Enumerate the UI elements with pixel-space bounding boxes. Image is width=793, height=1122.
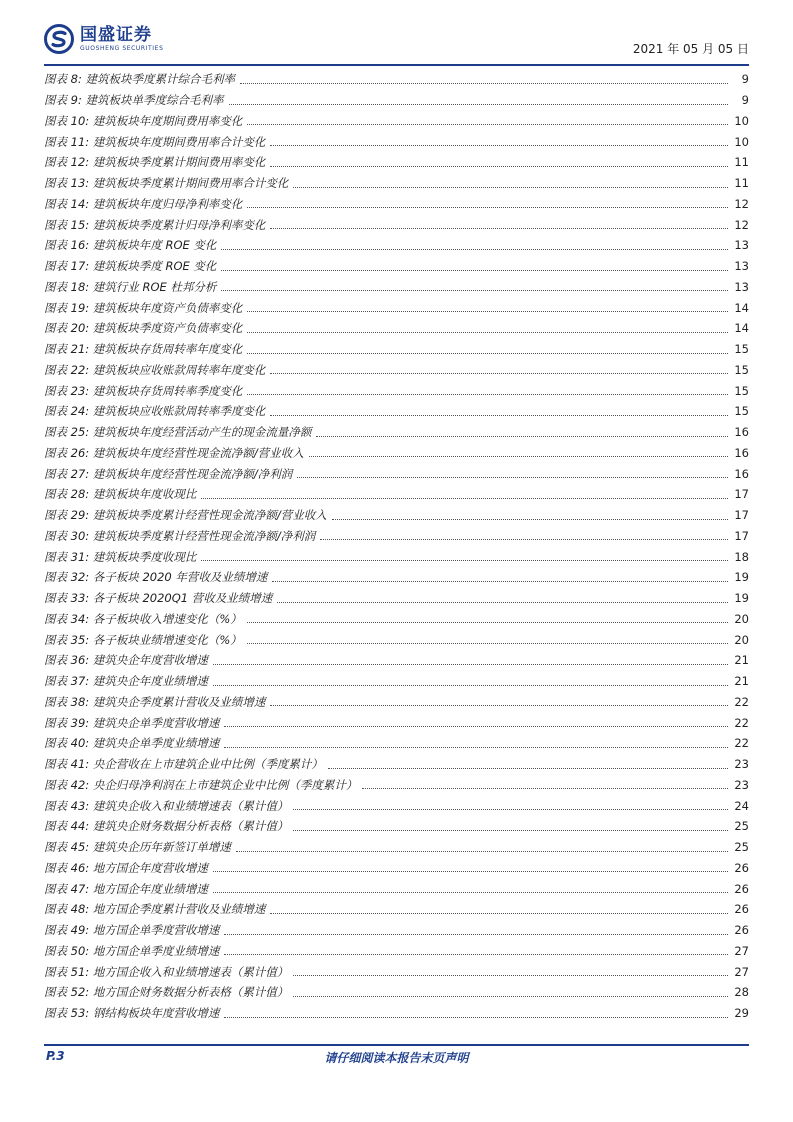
toc-entry-label: 图表 26: 建筑板块年度经营性现金流净额/营业收入: [44, 445, 304, 460]
toc-entry[interactable]: [44, 795, 749, 816]
toc-entry-page: 27: [734, 964, 749, 979]
guosheng-logo-icon: [44, 24, 74, 54]
toc-entry-label: 图表 41: 央企营收在上市建筑企业中比例（季度累计）: [44, 757, 323, 772]
toc-dot-leader: [213, 892, 728, 893]
toc-entry-label: 图表 28: 建筑板块年度收现比: [44, 487, 197, 502]
header-divider: [44, 64, 749, 66]
toc-entry-page: 13: [734, 238, 749, 253]
toc-entry-label: 图表 47: 地方国企年度业绩增速: [44, 881, 208, 896]
toc-entry-label: 图表 52: 地方国企财务数据分析表格（累计值）: [44, 985, 289, 1000]
toc-entry-label: 图表 40: 建筑央企单季度业绩增速: [44, 736, 220, 751]
toc-entry-page: 9: [741, 93, 749, 108]
toc-dot-leader: [247, 353, 728, 354]
toc-entry-label: 图表 18: 建筑行业 ROE 杜邦分析: [44, 279, 217, 294]
toc-dot-leader: [272, 581, 728, 582]
toc-entry-label: 图表 29: 建筑板块季度累计经营性现金流净额/营业收入: [44, 508, 327, 523]
toc-entry-label: 图表 13: 建筑板块季度累计期间费用率合计变化: [44, 176, 289, 191]
toc-dot-leader: [270, 705, 728, 706]
toc-entry-label: 图表 20: 建筑板块季度资产负债率变化: [44, 321, 243, 336]
toc-entry-label: 图表 43: 建筑央企收入和业绩增速表（累计值）: [44, 798, 289, 813]
toc-entry[interactable]: [44, 899, 749, 920]
toc-dot-leader: [293, 830, 728, 831]
toc-dot-leader: [224, 747, 728, 748]
footer-disclaimer: 请仔细阅读本报告末页声明: [324, 1051, 469, 1065]
toc-entry[interactable]: [44, 505, 749, 526]
toc-entry-label: 图表 49: 地方国企单季度营收增速: [44, 923, 220, 938]
toc-entry[interactable]: [44, 277, 749, 298]
toc-entry-label: 图表 32: 各子板块 2020 年营收及业绩增速: [44, 570, 268, 585]
toc-entry-page: 19: [734, 570, 749, 585]
toc-entry-page: 14: [734, 300, 749, 315]
page-header: [44, 20, 749, 66]
toc-entry-page: 12: [734, 196, 749, 211]
toc-entry[interactable]: [44, 775, 749, 796]
toc-entry-page: 16: [734, 425, 749, 440]
toc-entry-label: 图表 8: 建筑板块季度累计综合毛利率: [44, 72, 236, 87]
toc-entry[interactable]: [44, 961, 749, 982]
toc-entry-label: 图表 30: 建筑板块季度累计经营性现金流净额/净利润: [44, 528, 316, 543]
toc-entry-page: 10: [734, 113, 749, 128]
toc-entry-page: 16: [734, 466, 749, 481]
toc-entry-label: 图表 9: 建筑板块单季度综合毛利率: [44, 93, 224, 108]
toc-entry-label: 图表 11: 建筑板块年度期间费用率合计变化: [44, 134, 266, 149]
toc-entry-label: 图表 21: 建筑板块存货周转率年度变化: [44, 342, 243, 357]
toc-entry-page: 17: [734, 528, 749, 543]
toc-entry[interactable]: [44, 360, 749, 381]
toc-entry[interactable]: [44, 1003, 749, 1024]
toc-entry-label: 图表 45: 建筑央企历年新签订单增速: [44, 840, 231, 855]
toc-entry-label: 图表 39: 建筑央企单季度营收增速: [44, 715, 220, 730]
toc-entry-page: 25: [734, 840, 749, 855]
toc-entry-page: 15: [734, 362, 749, 377]
toc-entry[interactable]: [44, 214, 749, 235]
toc-dot-leader: [221, 270, 728, 271]
toc-entry-label: 图表 36: 建筑央企年度营收增速: [44, 653, 208, 668]
toc-entry[interactable]: [44, 609, 749, 630]
toc-dot-leader: [213, 871, 728, 872]
toc-entry[interactable]: [44, 256, 749, 277]
toc-dot-leader: [247, 207, 728, 208]
toc-entry[interactable]: [44, 443, 749, 464]
toc-entry[interactable]: [44, 69, 749, 90]
toc-dot-leader: [293, 975, 728, 976]
toc-entry-page: 20: [734, 632, 749, 647]
toc-entry-page: 21: [734, 653, 749, 668]
toc-entry-page: 17: [734, 508, 749, 523]
toc-entry-label: 图表 46: 地方国企年度营收增速: [44, 860, 208, 875]
toc-dot-leader: [247, 394, 728, 395]
toc-dot-leader: [247, 332, 728, 333]
toc-entry-page: 11: [734, 176, 749, 191]
toc-entry-label: 图表 44: 建筑央企财务数据分析表格（累计值）: [44, 819, 289, 834]
toc-entry-page: 18: [734, 549, 749, 564]
toc-entry-page: 11: [734, 155, 749, 170]
toc-dot-leader: [277, 602, 728, 603]
toc-dot-leader: [213, 664, 728, 665]
toc-dot-leader: [270, 166, 728, 167]
toc-dot-leader: [221, 249, 728, 250]
toc-entry-label: 图表 37: 建筑央企年度业绩增速: [44, 674, 208, 689]
toc-entry-page: 14: [734, 321, 749, 336]
toc-dot-leader: [224, 726, 728, 727]
toc-dot-leader: [201, 498, 728, 499]
toc-entry-page: 16: [734, 445, 749, 460]
toc-entry[interactable]: [44, 131, 749, 152]
brand-logo: [44, 24, 163, 54]
toc-entry[interactable]: [44, 858, 749, 879]
toc-dot-leader: [247, 622, 728, 623]
toc-entry-page: 17: [734, 487, 749, 502]
toc-entry-label: 图表 10: 建筑板块年度期间费用率变化: [44, 113, 243, 128]
toc-dot-leader: [270, 373, 728, 374]
toc-entry-page: 10: [734, 134, 749, 149]
toc-entry-label: 图表 34: 各子板块收入增速变化（%）: [44, 611, 242, 626]
toc-entry[interactable]: [44, 712, 749, 733]
toc-entry-label: 图表 35: 各子板块业绩增速变化（%）: [44, 632, 242, 647]
toc-dot-leader: [247, 643, 728, 644]
toc-dot-leader: [201, 560, 728, 561]
toc-entry[interactable]: [44, 484, 749, 505]
toc-entry[interactable]: [44, 546, 749, 567]
toc-entry-label: 图表 42: 央企归母净利润在上市建筑企业中比例（季度累计）: [44, 777, 358, 792]
toc-entry-label: 图表 19: 建筑板块年度资产负债率变化: [44, 300, 243, 315]
toc-entry-page: 12: [734, 217, 749, 232]
toc-entry[interactable]: [44, 567, 749, 588]
toc-dot-leader: [316, 436, 728, 437]
toc-dot-leader: [293, 187, 728, 188]
toc-entry-page: 26: [734, 902, 749, 917]
toc-entry-page: 27: [734, 943, 749, 958]
toc-dot-leader: [320, 539, 728, 540]
toc-entry-label: 图表 53: 钢结构板块年度营收增速: [44, 1006, 220, 1021]
toc-dot-leader: [270, 145, 728, 146]
toc-dot-leader: [270, 228, 728, 229]
toc-entry[interactable]: [44, 920, 749, 941]
toc-dot-leader: [362, 788, 728, 789]
toc-entry-page: 15: [734, 383, 749, 398]
toc-dot-leader: [224, 954, 728, 955]
toc-entry-page: 26: [734, 881, 749, 896]
toc-dot-leader: [229, 104, 728, 105]
toc-entry-label: 图表 48: 地方国企季度累计营收及业绩增速: [44, 902, 266, 917]
toc-dot-leader: [247, 311, 728, 312]
toc-entry-label: 图表 17: 建筑板块季度 ROE 变化: [44, 259, 217, 274]
toc-dot-leader: [293, 809, 728, 810]
toc-entry[interactable]: [44, 878, 749, 899]
toc-entry-page: 19: [734, 591, 749, 606]
toc-entry-label: 图表 27: 建筑板块年度经营性现金流净额/净利润: [44, 466, 293, 481]
toc-entry-page: 26: [734, 923, 749, 938]
toc-entry-page: 22: [734, 736, 749, 751]
toc-entry[interactable]: [44, 297, 749, 318]
toc-dot-leader: [240, 83, 728, 84]
toc-entry[interactable]: [44, 318, 749, 339]
toc-dot-leader: [309, 456, 728, 457]
toc-entry[interactable]: [44, 588, 749, 609]
toc-entry[interactable]: [44, 754, 749, 775]
toc-entry[interactable]: [44, 111, 749, 132]
toc-entry-label: 图表 51: 地方国企收入和业绩增速表（累计值）: [44, 964, 289, 979]
toc-entry-label: 图表 25: 建筑板块年度经营活动产生的现金流量净额: [44, 425, 312, 440]
toc-entry-page: 21: [734, 674, 749, 689]
toc-entry[interactable]: [44, 692, 749, 713]
toc-entry[interactable]: [44, 152, 749, 173]
toc-entry[interactable]: [44, 401, 749, 422]
toc-entry[interactable]: [44, 733, 749, 754]
toc-dot-leader: [247, 124, 728, 125]
toc-dot-leader: [236, 851, 728, 852]
toc-entry-label: 图表 33: 各子板块 2020Q1 营收及业绩增速: [44, 591, 273, 606]
toc-dot-leader: [224, 1017, 728, 1018]
toc-entry-page: 23: [734, 757, 749, 772]
toc-entry[interactable]: [44, 837, 749, 858]
toc-entry-label: 图表 50: 地方国企单季度业绩增速: [44, 943, 220, 958]
toc-entry[interactable]: [44, 982, 749, 1003]
toc-entry[interactable]: [44, 526, 749, 547]
toc-entry-page: 20: [734, 611, 749, 626]
toc-entry-label: 图表 38: 建筑央企季度累计营收及业绩增速: [44, 694, 266, 709]
toc-dot-leader: [297, 477, 728, 478]
toc-entry-label: 图表 16: 建筑板块年度 ROE 变化: [44, 238, 217, 253]
toc-entry-page: 26: [734, 860, 749, 875]
toc-entry-page: 24: [734, 798, 749, 813]
toc-entry-page: 22: [734, 715, 749, 730]
toc-dot-leader: [221, 290, 728, 291]
page-number: P.3: [46, 1049, 65, 1063]
toc-entry[interactable]: [44, 671, 749, 692]
toc-entry-label: 图表 15: 建筑板块季度累计归母净利率变化: [44, 217, 266, 232]
toc-entry-page: 9: [741, 72, 749, 87]
toc-entry[interactable]: [44, 339, 749, 360]
report-date: 2021 年 05 月 05 日: [632, 42, 749, 56]
toc-entry[interactable]: [44, 463, 749, 484]
toc-entry[interactable]: [44, 816, 749, 837]
footer-divider: [44, 1044, 749, 1046]
toc-entry-label: 图表 31: 建筑板块季度收现比: [44, 549, 197, 564]
toc-entry[interactable]: [44, 235, 749, 256]
toc-entry-page: 25: [734, 819, 749, 834]
toc-entry-page: 28: [734, 985, 749, 1000]
table-of-figures: [44, 69, 749, 1024]
toc-dot-leader: [332, 519, 728, 520]
toc-entry-page: 22: [734, 694, 749, 709]
toc-dot-leader: [224, 934, 728, 935]
toc-entry-page: 29: [734, 1006, 749, 1021]
toc-dot-leader: [213, 685, 728, 686]
toc-entry-page: 15: [734, 404, 749, 419]
toc-entry-label: 图表 24: 建筑板块应收账款周转率季度变化: [44, 404, 266, 419]
toc-dot-leader: [328, 768, 728, 769]
toc-entry[interactable]: [44, 194, 749, 215]
toc-entry-page: 13: [734, 279, 749, 294]
brand-name-en: GUOSHENG SECURITIES: [80, 45, 164, 52]
toc-entry[interactable]: [44, 650, 749, 671]
toc-entry-label: 图表 12: 建筑板块季度累计期间费用率变化: [44, 155, 266, 170]
brand-name-cn: 国盛证券: [80, 25, 152, 45]
toc-entry[interactable]: [44, 380, 749, 401]
toc-entry-label: 图表 23: 建筑板块存货周转率季度变化: [44, 383, 243, 398]
toc-entry[interactable]: [44, 629, 749, 650]
toc-dot-leader: [293, 996, 728, 997]
toc-dot-leader: [270, 415, 728, 416]
toc-entry[interactable]: [44, 173, 749, 194]
toc-entry[interactable]: [44, 422, 749, 443]
toc-entry-page: 23: [734, 777, 749, 792]
toc-entry-label: 图表 14: 建筑板块年度归母净利率变化: [44, 196, 243, 211]
toc-dot-leader: [270, 913, 728, 914]
toc-entry-label: 图表 22: 建筑板块应收账款周转率年度变化: [44, 362, 266, 377]
toc-entry-page: 13: [734, 259, 749, 274]
toc-entry-page: 15: [734, 342, 749, 357]
toc-entry[interactable]: [44, 90, 749, 111]
toc-entry[interactable]: [44, 941, 749, 962]
